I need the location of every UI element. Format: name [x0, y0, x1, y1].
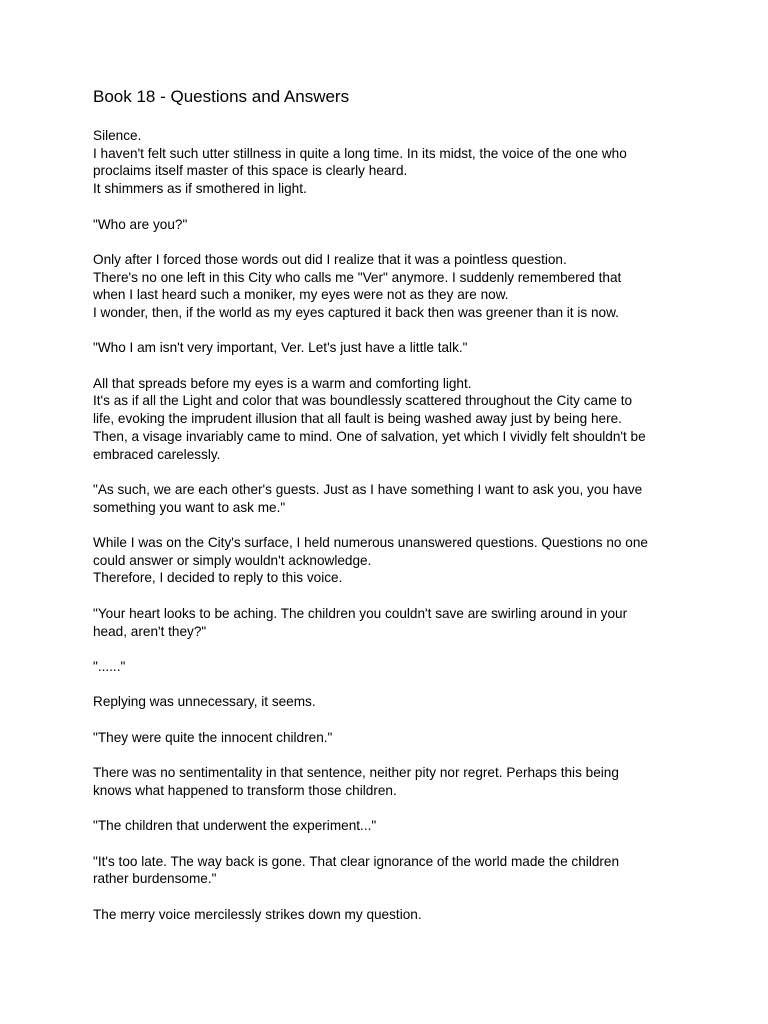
text-line: when I last heard such a moniker, my eyes were not as they are now.	[93, 287, 509, 303]
text-line: could answer or simply wouldn't acknowledge.	[93, 552, 372, 568]
text-line: "It's too late. The way back is gone. That clear ignorance of the world made the children	[93, 853, 620, 869]
text-line: Then, a visage invariably came to mind. One of salvation, yet which I vividly felt shouldn't be	[93, 428, 646, 444]
paragraph	[93, 658, 693, 676]
text-line: proclaims itself master of this space is clearly heard.	[93, 163, 408, 179]
paragraph	[93, 251, 693, 322]
text-line: Silence.	[93, 128, 142, 143]
text-line: The merry voice mercilessly strikes down my question.	[93, 906, 422, 922]
text-line: It shimmers as if smothered in light.	[93, 181, 307, 197]
text-line: "Who are you?"	[93, 216, 188, 232]
text-line: "Who I am isn't very important, Ver. Let's just have a little talk."	[93, 340, 468, 356]
text-line: All that spreads before my eyes is a warm and comforting light.	[93, 375, 472, 391]
paragraph	[93, 764, 693, 799]
text-line: rather burdensome."	[93, 871, 217, 887]
paragraph	[93, 481, 693, 516]
text-line: embraced carelessly.	[93, 446, 221, 462]
paragraph	[93, 216, 693, 234]
text-line: Only after I forced those words out did I realize that it was a pointless question.	[93, 251, 567, 267]
text-line: "......"	[93, 658, 126, 674]
text-line: something you want to ask me."	[93, 499, 286, 515]
text-line: "The children that underwent the experiment..."	[93, 818, 377, 834]
paragraph	[93, 534, 693, 587]
document-title: Book 18 - Questions and Answers	[93, 87, 350, 106]
text-line: It's as if all the Light and color that was boundlessly scattered throughout the City came to	[93, 393, 633, 409]
paragraph	[93, 693, 693, 711]
text-line: Therefore, I decided to reply to this voice.	[93, 570, 343, 586]
text-line: "As such, we are each other's guests. Just as I have something I want to ask you, you have	[93, 481, 643, 497]
text-line: There was no sentimentality in that sentence, neither pity nor regret. Perhaps this being	[93, 765, 619, 781]
text-line: "They were quite the innocent children."	[93, 729, 333, 745]
paragraph	[93, 339, 693, 357]
text-line: head, aren't they?"	[93, 623, 207, 639]
paragraph	[93, 817, 693, 835]
text-line: knows what happened to transform those children.	[93, 782, 397, 798]
paragraph	[93, 853, 693, 888]
text-line: There's no one left in this City who calls me "Ver" anymore. I suddenly remembered that	[93, 269, 622, 285]
document-body	[93, 127, 693, 923]
paragraph	[93, 906, 693, 924]
text-line: life, evoking the imprudent illusion that all fault is being washed away just by being here.	[93, 411, 622, 427]
paragraph	[93, 729, 693, 747]
paragraph	[93, 375, 693, 464]
paragraph	[93, 605, 693, 640]
document-page	[93, 87, 693, 941]
text-line: I wonder, then, if the world as my eyes captured it back then was greener than it is now.	[93, 305, 619, 320]
text-line: "Your heart looks to be aching. The children you couldn't save are swirling around in your	[93, 605, 628, 621]
text-line: I haven't felt such utter stillness in quite a long time. In its midst, the voice of the one who	[93, 145, 627, 161]
text-line: While I was on the City's surface, I held numerous unanswered questions. Questions no one	[93, 535, 648, 551]
paragraph	[93, 127, 693, 198]
text-line: Replying was unnecessary, it seems.	[93, 694, 316, 710]
